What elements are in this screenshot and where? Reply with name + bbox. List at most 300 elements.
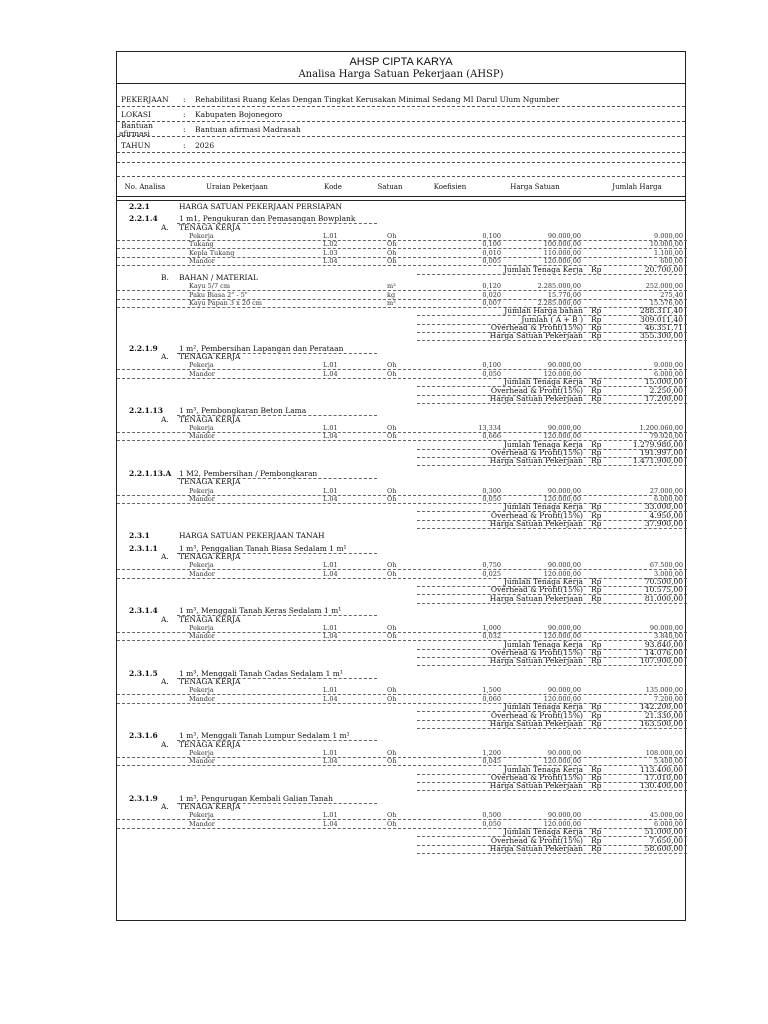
- summary-label: Harga Satuan Pekerjaan: [489, 456, 583, 466]
- table-row: [117, 353, 687, 361]
- table-row: [117, 720, 687, 728]
- amount: 1.200.060,00: [639, 424, 683, 432]
- table-row: [117, 595, 687, 603]
- resource-name: Pekerja: [189, 623, 214, 632]
- group-letter: A.: [161, 222, 169, 232]
- amount: 600,00: [660, 257, 683, 266]
- resource-unit: Oh: [387, 561, 397, 570]
- table-row: [117, 616, 687, 624]
- meta-value: Bantuan afirmasi Madrasah: [195, 125, 301, 134]
- resource-unit: Oh: [387, 432, 397, 441]
- unit-price: 15.770,00: [547, 290, 581, 299]
- unit-price: 110.000,00: [543, 248, 581, 257]
- resource-name: Tukang: [189, 240, 214, 249]
- group-title: TENAGA KERJA: [179, 677, 241, 687]
- summary-amount: 113.400,00: [640, 764, 683, 774]
- analysis-no: 2.3.1: [129, 531, 150, 541]
- column-header: Jumlah Harga: [612, 183, 662, 191]
- unit-price: 120.000,00: [543, 432, 581, 441]
- group-title: TENAGA KERJA: [179, 552, 241, 562]
- resource-unit: Oh: [387, 248, 397, 257]
- table-row: [117, 316, 687, 324]
- currency: Rp: [591, 781, 602, 791]
- row-rule: [117, 136, 685, 137]
- meta-colon: :: [183, 141, 186, 150]
- table-row: [117, 641, 687, 649]
- unit-price: 90.000,00: [547, 232, 581, 241]
- meta-value: 2026: [195, 141, 215, 150]
- amount: 6.000,00: [654, 494, 683, 503]
- unit-price: 120.000,00: [543, 632, 581, 641]
- resource-unit: Oh: [387, 623, 397, 632]
- coefficient: 0,100: [482, 232, 501, 241]
- resource-unit: Oh: [387, 232, 397, 241]
- table-row: [117, 632, 687, 640]
- summary-label: Harga Satuan Pekerjaan: [489, 518, 583, 528]
- item-title: 1 M2, Pembersihan / Pembongkaran: [179, 468, 318, 478]
- table-row: [117, 820, 687, 828]
- resource-code: L.01: [323, 424, 338, 432]
- currency: Rp: [591, 827, 602, 837]
- currency: Rp: [591, 843, 602, 853]
- summary-label: Jumlah Tenaga Kerja: [503, 827, 583, 837]
- resource-code: L.04: [323, 819, 338, 828]
- resource-code: L.01: [323, 361, 338, 370]
- table-row: [117, 782, 687, 790]
- coefficient: 0,666: [482, 432, 501, 441]
- coefficient: 0,050: [482, 494, 501, 503]
- section-title: HARGA SATUAN PEKERJAAN PERSIAPAN: [179, 202, 343, 211]
- unit-price: 90.000,00: [547, 811, 581, 820]
- coefficient: 0,050: [482, 819, 501, 828]
- resource-name: Paku Biasa 2" - 5": [189, 290, 248, 299]
- resource-name: Kayu Papan 3 x 20 cm: [189, 298, 262, 307]
- column-header: Uraian Pekerjaan: [206, 183, 268, 191]
- coefficient: 0,060: [482, 694, 501, 703]
- group-letter: B.: [161, 272, 169, 282]
- currency: Rp: [591, 593, 602, 603]
- row-rule: [417, 603, 687, 604]
- amount: 79.920,00: [649, 432, 683, 441]
- coefficient: 0,100: [482, 240, 501, 249]
- summary-label: Harga Satuan Pekerjaan: [489, 331, 583, 341]
- item-title: 1 m², Pembersihan Lapangan dan Perataan: [179, 343, 344, 353]
- summary-amount: 130.400,00: [640, 781, 683, 791]
- table-row: [117, 240, 687, 248]
- amount: 90.000,00: [649, 623, 683, 632]
- table-row: [117, 828, 687, 836]
- group-letter: A.: [161, 677, 169, 687]
- summary-amount: 142.200,00: [640, 702, 683, 712]
- currency: Rp: [591, 448, 602, 458]
- resource-name: Mandor: [189, 432, 215, 441]
- summary-label: Jumlah Tenaga Kerja: [503, 639, 583, 649]
- table-row: [117, 657, 687, 665]
- item-title: 1 m³, Penggalian Tanah Biasa Sedalam 1 m¹: [179, 543, 347, 553]
- coefficient: 0,010: [482, 248, 501, 257]
- resource-unit: Oh: [387, 240, 397, 249]
- resource-name: Pekerja: [189, 748, 214, 757]
- currency: Rp: [591, 502, 602, 512]
- table-row: [117, 561, 687, 569]
- resource-unit: Oh: [387, 694, 397, 703]
- group-letter: A.: [161, 352, 169, 362]
- summary-label: Overhead & Profit(15%): [490, 323, 583, 333]
- resource-name: Pekerja: [189, 561, 214, 570]
- table-row: [117, 257, 687, 265]
- unit-price: 90.000,00: [547, 486, 581, 495]
- table-row: [117, 432, 687, 440]
- resource-unit: Oh: [387, 369, 397, 378]
- currency: Rp: [591, 656, 602, 666]
- summary-amount: 51.000,00: [644, 827, 683, 837]
- summary-label: Overhead & Profit(15%): [490, 648, 583, 657]
- summary-amount: 15.000,00: [644, 377, 683, 387]
- table-row: [117, 649, 687, 657]
- summary-label: Jumlah Tenaga Kerja: [503, 502, 583, 512]
- currency: Rp: [591, 377, 602, 387]
- summary-label: Harga Satuan Pekerjaan: [489, 781, 583, 791]
- analysis-no: 2.2.1.13.A: [129, 468, 172, 478]
- resource-code: L.04: [323, 694, 338, 703]
- table-row: [117, 695, 687, 703]
- summary-amount: 17.200,00: [644, 393, 683, 403]
- group-title: TENAGA KERJA: [179, 222, 241, 232]
- amount: 3.000,00: [654, 569, 683, 578]
- unit-price: 90.000,00: [547, 686, 581, 695]
- resource-name: Pekerja: [189, 486, 214, 495]
- currency: Rp: [591, 518, 602, 528]
- unit-price: 90.000,00: [547, 748, 581, 757]
- amount: 67.500,00: [649, 561, 683, 570]
- table-row: [117, 503, 687, 511]
- table-row: [117, 703, 687, 711]
- ahsp-sheet: [116, 51, 686, 921]
- table-row: [117, 586, 687, 594]
- group-title: TENAGA KERJA: [179, 352, 241, 362]
- row-rule: [417, 465, 687, 466]
- amount: 5.400,00: [654, 757, 683, 766]
- summary-amount: 70.500,00: [644, 577, 683, 587]
- table-row: [117, 378, 687, 386]
- table-row: [117, 686, 687, 694]
- resource-unit: Oh: [387, 757, 397, 766]
- group-letter: A.: [161, 614, 169, 624]
- summary-label: Overhead & Profit(15%): [490, 773, 583, 783]
- row-rule: [417, 665, 687, 666]
- table-row: [117, 757, 687, 765]
- unit-price: 120.000,00: [543, 494, 581, 503]
- currency: Rp: [591, 439, 602, 449]
- table-row: [117, 282, 687, 290]
- table-row: [117, 249, 687, 257]
- meta-label: PEKERJAAN: [121, 95, 169, 104]
- analysis-no: 2.2.1.13: [129, 406, 163, 416]
- resource-code: L.01: [323, 748, 338, 757]
- row-rule: [117, 176, 685, 177]
- resource-name: Pekerja: [189, 232, 214, 241]
- resource-code: L.04: [323, 569, 338, 578]
- resource-code: L.01: [323, 623, 338, 632]
- summary-label: Jumlah Tenaga Kerja: [503, 439, 583, 449]
- amount: 27.000,00: [649, 486, 683, 495]
- summary-amount: 46.351,71: [644, 323, 683, 333]
- amount: 45.000,00: [649, 811, 683, 820]
- table-row: [117, 553, 687, 561]
- summary-label: Overhead & Profit(15%): [490, 448, 583, 458]
- coefficient: 0,120: [482, 282, 501, 291]
- row-rule: [117, 152, 685, 153]
- currency: Rp: [591, 773, 602, 783]
- table-row: [117, 712, 687, 720]
- resource-name: Mandor: [189, 569, 215, 578]
- amount: 15.576,00: [649, 298, 683, 307]
- resource-unit: Oh: [387, 632, 397, 641]
- row-rule: [417, 528, 687, 529]
- amount: 9.000,00: [654, 361, 683, 370]
- currency: Rp: [591, 264, 602, 274]
- resource-code: L.03: [323, 248, 338, 257]
- amount: 9.000,00: [654, 232, 683, 241]
- doc-title: AHSP CIPTA KARYA: [349, 56, 453, 68]
- summary-amount: 288.311,40: [640, 306, 683, 316]
- item-title: 1 m³, Pengurugan Kembali Galian Tanah: [179, 793, 333, 803]
- analysis-no: 2.2.1.9: [129, 343, 158, 353]
- row-rule: [117, 200, 685, 201]
- coefficient: 0,050: [482, 369, 501, 378]
- group-title: TENAGA KERJA: [179, 414, 241, 424]
- summary-amount: 37.900,00: [644, 518, 683, 528]
- coefficient: 0,100: [482, 361, 501, 370]
- unit-price: 120.000,00: [543, 819, 581, 828]
- summary-label: Jumlah ( A + B ): [521, 314, 583, 324]
- resource-name: Pekerja: [189, 424, 214, 432]
- table-row: [117, 532, 687, 540]
- table-row: [117, 520, 687, 528]
- resource-code: L.04: [323, 494, 338, 503]
- summary-amount: 21.330,00: [644, 710, 683, 720]
- table-row: [117, 578, 687, 586]
- table-row: [117, 678, 687, 686]
- item-title: 1 m³, Menggali Tanah Keras Sedalam 1 m¹: [179, 606, 342, 616]
- currency: Rp: [591, 393, 602, 403]
- summary-amount: 33.000,00: [644, 502, 683, 512]
- resource-unit: Oh: [387, 361, 397, 370]
- table-row: [117, 512, 687, 520]
- coefficient: 1,000: [482, 623, 501, 632]
- unit-price: 120.000,00: [543, 369, 581, 378]
- analysis-no: 2.2.1: [129, 202, 150, 211]
- currency: Rp: [591, 764, 602, 774]
- currency: Rp: [591, 702, 602, 712]
- amount: 135.000,00: [645, 686, 683, 695]
- resource-code: L.01: [323, 232, 338, 241]
- resource-name: Pekerja: [189, 811, 214, 820]
- item-title: 1 m³, Pembongkaran Beton Lama: [179, 406, 307, 416]
- unit-price: 120.000,00: [543, 694, 581, 703]
- coefficient: 0,025: [482, 569, 501, 578]
- resource-unit: Oh: [387, 748, 397, 757]
- table-row: [117, 224, 687, 232]
- resource-unit: Oh: [387, 811, 397, 820]
- meta-colon: :: [183, 125, 186, 134]
- table-row: [117, 495, 687, 503]
- unit-price: 90.000,00: [547, 361, 581, 370]
- unit-price: 90.000,00: [547, 561, 581, 570]
- section-title: HARGA SATUAN PEKERJAAN TANAH: [179, 531, 325, 541]
- resource-code: L.02: [323, 240, 338, 249]
- currency: Rp: [591, 456, 602, 466]
- resource-name: Mandor: [189, 494, 215, 503]
- row-rule: [417, 340, 687, 341]
- resource-code: L.01: [323, 561, 338, 570]
- item-title: 1 m³, Menggali Tanah Cadas Sedalam 1 m¹: [179, 668, 343, 678]
- table-row: [117, 274, 687, 282]
- summary-label: Harga Satuan Pekerjaan: [489, 393, 583, 403]
- summary-amount: 58.600,00: [644, 843, 683, 853]
- summary-label: Jumlah Tenaga Kerja: [503, 377, 583, 387]
- coefficient: 0,032: [482, 632, 501, 641]
- table-row: [117, 203, 687, 211]
- group-title: TENAGA KERJA: [179, 477, 241, 487]
- analysis-no: 2.3.1.4: [129, 606, 158, 616]
- resource-code: L.04: [323, 257, 338, 266]
- summary-amount: 10.575,00: [644, 585, 683, 595]
- unit-price: 2.285.000,00: [537, 298, 581, 307]
- amount: 275,40: [660, 290, 683, 299]
- table-row: [117, 457, 687, 465]
- unit-price: 120.000,00: [543, 257, 581, 266]
- group-letter: A.: [161, 802, 169, 812]
- resource-code: L.04: [323, 369, 338, 378]
- amount: 10.000,00: [649, 240, 683, 249]
- summary-label: Overhead & Profit(15%): [490, 385, 583, 395]
- column-header: Satuan: [377, 183, 403, 191]
- currency: Rp: [591, 331, 602, 341]
- row-rule: [417, 853, 687, 854]
- resource-name: Mandor: [189, 632, 215, 641]
- table-row: [117, 741, 687, 749]
- row-rule: [417, 790, 687, 791]
- unit-price: 90.000,00: [547, 424, 581, 432]
- summary-amount: 191.997,00: [640, 448, 683, 458]
- table-row: [117, 291, 687, 299]
- summary-amount: 309.011,40: [640, 314, 683, 324]
- resource-name: Kayu 5/7 cm: [189, 282, 230, 291]
- title-rule: [117, 83, 685, 84]
- summary-label: Harga Satuan Pekerjaan: [489, 718, 583, 728]
- currency: Rp: [591, 710, 602, 720]
- table-row: [117, 478, 687, 486]
- group-title: TENAGA KERJA: [179, 614, 241, 624]
- doc-subtitle: Analisa Harga Satuan Pekerjaan (AHSP): [298, 69, 504, 80]
- table-row: [117, 766, 687, 774]
- summary-amount: 20.700,00: [644, 264, 683, 274]
- amount: 6.000,00: [654, 369, 683, 378]
- currency: Rp: [591, 577, 602, 587]
- resource-unit: Oh: [387, 686, 397, 695]
- summary-amount: 1.471.900,00: [632, 456, 683, 466]
- summary-amount: 14.076,00: [644, 648, 683, 657]
- coefficient: 0,005: [482, 257, 501, 266]
- resource-name: Pekerja: [189, 361, 214, 370]
- analysis-no: 2.2.1.4: [129, 214, 158, 224]
- resource-code: L.01: [323, 811, 338, 820]
- amount: 108.000,00: [645, 748, 683, 757]
- amount: 252.000,00: [645, 282, 683, 291]
- table-row: [117, 307, 687, 315]
- table-row: [117, 803, 687, 811]
- table-row: [117, 487, 687, 495]
- currency: Rp: [591, 385, 602, 395]
- currency: Rp: [591, 323, 602, 333]
- group-letter: A.: [161, 739, 169, 749]
- group-letter: A.: [161, 552, 169, 562]
- analysis-no: 2.3.1.5: [129, 668, 158, 678]
- coefficient: 0,020: [482, 290, 501, 299]
- summary-amount: 93.840,00: [644, 639, 683, 649]
- row-rule: [117, 196, 685, 197]
- meta-label: TAHUN: [121, 141, 151, 150]
- unit-price: 120.000,00: [543, 569, 581, 578]
- summary-label: Jumlah Tenaga Kerja: [503, 702, 583, 712]
- row-rule: [417, 728, 687, 729]
- meta-label: LOKASI: [121, 110, 151, 119]
- meta-label: Bantuan: [121, 121, 153, 130]
- currency: Rp: [591, 648, 602, 657]
- resource-unit: Oh: [387, 494, 397, 503]
- summary-amount: 1.279.980,00: [632, 439, 683, 449]
- table-row: [117, 324, 687, 332]
- resource-unit: m³: [387, 282, 396, 291]
- summary-amount: 81.000,00: [644, 593, 683, 603]
- currency: Rp: [591, 835, 602, 845]
- table-row: [117, 387, 687, 395]
- resource-unit: Oh: [387, 819, 397, 828]
- meta-value: Kabupaten Bojonegoro: [195, 110, 283, 119]
- unit-price: 100.000,00: [543, 240, 581, 249]
- table-row: [117, 774, 687, 782]
- item-title: 1 m1, Pengukuran dan Pemasangan Bowplank: [179, 214, 356, 224]
- resource-name: Mandor: [189, 757, 215, 766]
- group-title: TENAGA KERJA: [179, 739, 241, 749]
- row-rule: [117, 121, 685, 122]
- table-row: [117, 395, 687, 403]
- currency: Rp: [591, 718, 602, 728]
- summary-label: Jumlah Tenaga Kerja: [503, 264, 583, 274]
- row-rule: [117, 162, 685, 163]
- table-row: [117, 332, 687, 340]
- resource-code: L.04: [323, 632, 338, 641]
- meta-label: afirmasi: [119, 129, 150, 138]
- summary-label: Harga Satuan Pekerjaan: [489, 843, 583, 853]
- table-row: [117, 299, 687, 307]
- item-title: 1 m³, Menggali Tanah Lumpur Sedalam 1 m¹: [179, 731, 350, 741]
- coefficient: 1,500: [482, 686, 501, 695]
- table-row: [117, 370, 687, 378]
- coefficient: 1,200: [482, 748, 501, 757]
- unit-price: 120.000,00: [543, 757, 581, 766]
- table-row: [117, 845, 687, 853]
- group-letter: A.: [161, 414, 169, 424]
- table-row: [117, 361, 687, 369]
- resource-unit: kg: [387, 290, 396, 299]
- summary-amount: 17.010,00: [644, 773, 683, 783]
- resource-name: Pekerja: [189, 686, 214, 695]
- coefficient: 0,300: [482, 486, 501, 495]
- summary-label: Jumlah Harga bahan: [504, 306, 583, 316]
- group-title: TENAGA KERJA: [179, 802, 241, 812]
